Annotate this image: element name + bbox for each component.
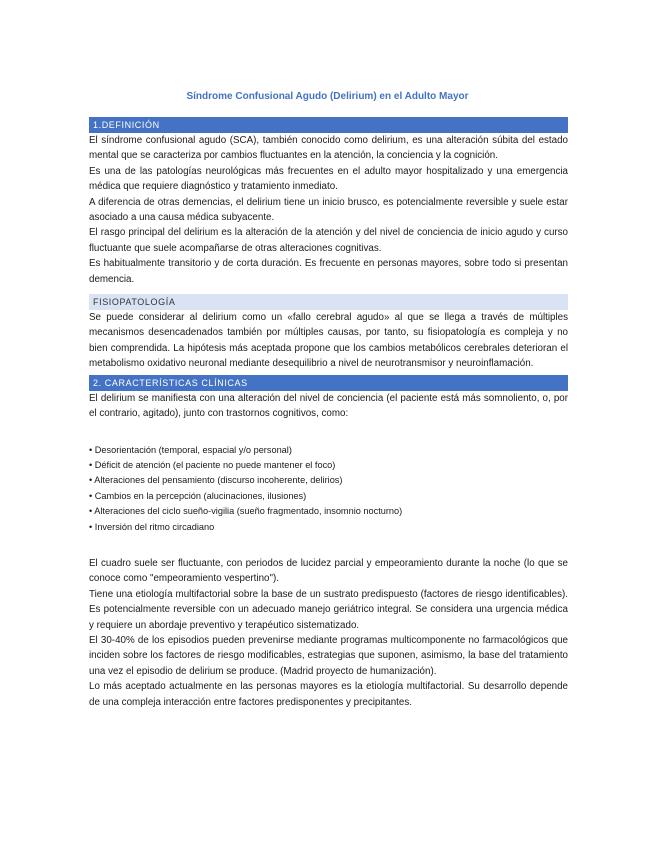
paragraph: Se puede considerar al delirium como un «fallo cerebral agudo» al que se llega a través de múltiples mecanismos desencadenados también por múltiples causas, por tanto, su fisiopatología es compleja y no bien comprendida. La hipótesis más aceptada propone que los cambios metabólicos cerebrales deterioran el metabolismo oxidativo neuronal mediante desequilibrio a nivel de neurotransmisor y neuroinflamación. xyxy=(89,312,568,370)
symptom-list xyxy=(89,443,568,535)
section-heading-clinicas: 2. CARACTERÍSTICAS CLÍNICAS xyxy=(89,375,568,391)
list-item: • Desorientación (temporal, espacial y/o personal) xyxy=(89,444,292,455)
section-heading-fisiopatologia: FISIOPATOLOGÍA xyxy=(89,294,568,310)
paragraph: El síndrome confusional agudo (SCA), también conocido como delirium, es una alteración súbita del estado mental que se caracteriza por cambios fluctuantes en la atención, la conciencia y la cognición. xyxy=(89,135,568,162)
paragraph: El 30-40% de los episodios pueden prevenirse mediante programas multicomponente no farmacológicos que inciden sobre los factores de riesgo modificables, estrategias que suponen, asimismo, la base del tratamiento una vez el episodio de delirium se produce. (Madrid proyecto de humanización). xyxy=(89,634,568,677)
list-item: • Alteraciones del ciclo sueño-vigilia (sueño fragmentado, insomnio nocturno) xyxy=(89,506,403,517)
paragraph: Es habitualmente transitorio y de corta duración. Es frecuente en personas mayores, sobre todo si presentan demencia. xyxy=(89,258,568,285)
paragraph: El delirium se manifiesta con una alteración del nivel de conciencia (el paciente está más somnoliento, o, por el contrario, agitado), junto con trastornos cognitivos, como: xyxy=(89,392,568,420)
list-item: • Inversión del ritmo circadiano xyxy=(89,521,215,532)
paragraph: A diferencia de otras demencias, el delirium tiene un inicio brusco, es potencialmente reversible y suele estar asociado a una causa médica subyacente. xyxy=(89,196,568,224)
paragraph: Es una de las patologías neurológicas más frecuentes en el adulto mayor hospitalizado y una emergencia médica que requiere diagnóstico y tratamiento inmediato. xyxy=(89,165,568,193)
paragraph: El cuadro suele ser fluctuante, con periodos de lucidez parcial y empeoramiento durante la noche (lo que se conoce como "empeoramiento vespertino"). xyxy=(89,557,568,585)
document-title: Síndrome Confusional Agudo (Delirium) en el Adulto Mayor xyxy=(186,91,469,102)
list-item: • Cambios en la percepción (alucinaciones, ilusiones) xyxy=(89,490,307,501)
paragraph: Tiene una etiología multifactorial sobre la base de un sustrato predispuesto (factores de riesgo identificables). Es potencialmente reversible con un adecuado manejo geriátrico integral. Se considera una urgencia médica y requiere un abordaje preventivo y terapéutico sistematizado. xyxy=(89,588,568,631)
paragraph: El rasgo principal del delirium es la alteración de la atención y del nivel de conciencia de inicio agudo y curso fluctuante que suele acompañarse de otras alteraciones cognitivas. xyxy=(89,227,568,254)
section-heading-definicion: 1.DEFINICIÓN xyxy=(89,117,568,133)
list-item: • Alteraciones del pensamiento (discurso incoherente, delirios) xyxy=(89,475,343,486)
list-item: • Déficit de atención (el paciente no puede mantener el foco) xyxy=(89,459,336,470)
document-body xyxy=(89,117,568,710)
paragraph: Lo más aceptado actualmente en las personas mayores es la etiología multifactorial. Su desarrollo depende de una compleja interacción entre factores predisponentes y precipitantes. xyxy=(89,681,568,708)
